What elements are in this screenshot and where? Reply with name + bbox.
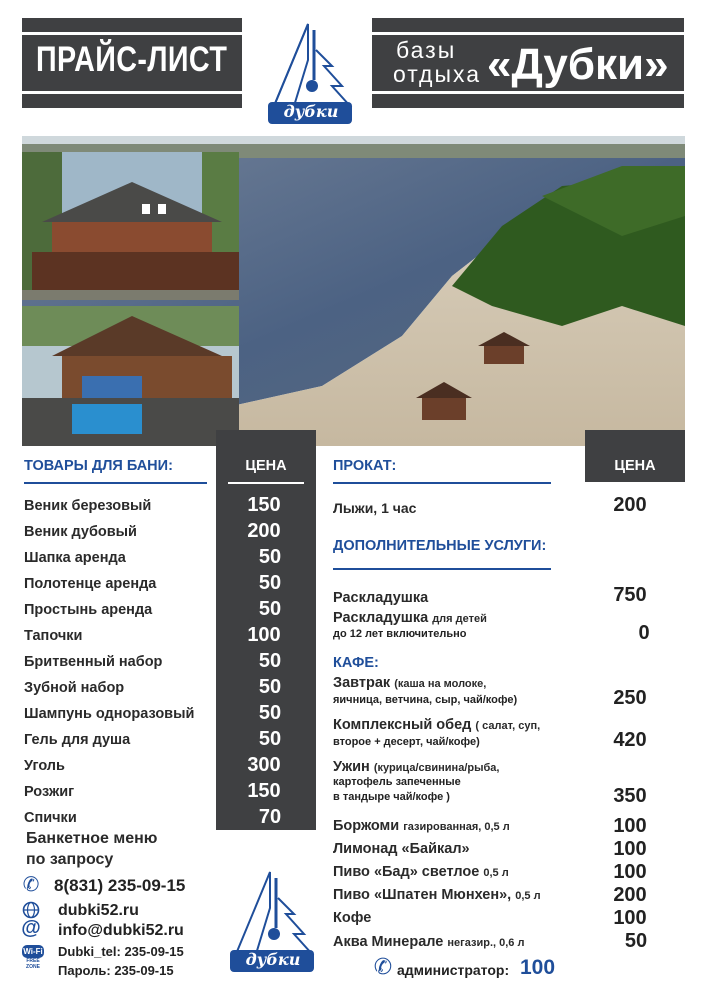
bath-underline	[24, 482, 207, 484]
lunch-price: 420	[613, 729, 647, 751]
lunch-label: Комплексный обед	[333, 717, 472, 733]
cafe-heading: КАФЕ:	[333, 655, 379, 671]
drink-name: Кофе	[333, 910, 372, 926]
dinner-price: 350	[613, 785, 647, 807]
drink-note: негазир., 0,6 л	[447, 937, 525, 949]
drink-name: Лимонад «Байкал»	[333, 841, 470, 857]
drink-name: Боржоми	[333, 818, 400, 834]
list-item	[333, 864, 509, 880]
list-item-price: 100	[613, 838, 647, 860]
dinner-label: Ужин	[333, 759, 370, 775]
wifi-icon-sub: FREE ZONE	[26, 958, 40, 970]
list-item	[333, 818, 510, 834]
admin-number[interactable]: 100	[520, 956, 556, 979]
list-item	[333, 910, 371, 926]
page-title: ПРАЙС-ЛИСТ	[36, 40, 228, 79]
rental-price-heading: ЦЕНА	[614, 458, 656, 474]
phone-icon: ✆	[22, 874, 40, 896]
list-item-price: 100	[247, 624, 281, 646]
drink-note: газированная, 0,5 л	[403, 821, 510, 833]
contact-email[interactable]: info@dubki52.ru	[58, 922, 184, 939]
dinner-note3: в тандыре чай/кофе )	[333, 791, 450, 803]
dinner-note2: картофель запеченные	[333, 776, 461, 788]
list-item-price: 50	[258, 650, 282, 672]
lunch-name	[333, 717, 540, 733]
header-left-rule-bottom	[22, 91, 242, 94]
rental-underline	[333, 482, 551, 484]
list-item-price: 50	[258, 598, 282, 620]
list-item	[333, 887, 541, 903]
kidcot-price: 0	[638, 622, 650, 644]
logo-bottom	[224, 868, 316, 976]
list-item: Гель для душа	[24, 732, 131, 748]
bath-heading: ТОВАРЫ ДЛЯ БАНИ:	[24, 458, 173, 474]
breakfast-note1: (каша на молоке,	[394, 678, 487, 690]
kidcot-name	[333, 610, 487, 626]
banquet-line1: Банкетное меню	[26, 830, 158, 847]
list-item: Шампунь одноразовый	[24, 706, 195, 722]
wifi-icon	[22, 945, 44, 973]
extra-underline	[333, 568, 551, 570]
list-item: Уголь	[24, 758, 65, 774]
lunch-note1: ( салат, суп,	[475, 720, 541, 732]
admin-label: администратор:	[397, 962, 510, 978]
rental-heading: ПРОКАТ:	[333, 458, 397, 474]
list-item-price: 200	[613, 884, 647, 906]
header-sub-line1: базы	[396, 37, 457, 63]
list-item-price: 50	[258, 572, 282, 594]
kidcot-label: Раскладушка	[333, 610, 429, 626]
breakfast-note2: яичница, ветчина, сыр, чай/кофе)	[333, 694, 518, 706]
dinner-note1: (курица/свинина/рыба,	[373, 762, 500, 774]
list-item-price: 100	[613, 861, 647, 883]
list-item: Розжиг	[24, 784, 75, 800]
wifi-name: Dubki_tel: 235-09-15	[58, 944, 184, 959]
list-item: Простынь аренда	[24, 602, 153, 618]
list-item-price: 150	[247, 780, 281, 802]
bath-price-heading: ЦЕНА	[245, 458, 287, 474]
list-item-price: 50	[258, 702, 282, 724]
email-icon: @	[21, 917, 41, 939]
header-right-rule-top	[372, 32, 684, 35]
list-item: Тапочки	[24, 628, 83, 644]
contact-phone[interactable]: 8(831) 235-09-15	[54, 876, 186, 895]
wifi-icon-text: Wi-Fi	[23, 947, 43, 956]
list-item-price: 150	[247, 494, 281, 516]
list-item-price: 50	[624, 930, 648, 952]
logo-text: дубки	[283, 102, 339, 121]
base-name: «Дубки»	[487, 40, 669, 89]
cot-price: 750	[613, 584, 647, 606]
header-sub-line2: отдыха	[393, 61, 482, 87]
wifi-password: Пароль: 235-09-15	[58, 963, 174, 978]
list-item: Бритвенный набор	[24, 654, 163, 670]
lunch-note2: второе + десерт, чай/кофе)	[333, 736, 480, 748]
banquet-line2: по запросу	[26, 851, 114, 868]
list-item: Спички	[24, 810, 77, 826]
ski-price: 200	[613, 494, 647, 516]
ski-name: Лыжи, 1 час	[333, 500, 417, 516]
list-item-price: 100	[613, 815, 647, 837]
list-item-price: 50	[258, 546, 282, 568]
drink-name: Пиво «Бад» светлое	[333, 864, 480, 880]
list-item-price: 100	[613, 907, 647, 929]
contact-site[interactable]: dubki52.ru	[58, 902, 139, 919]
breakfast-name	[333, 675, 486, 691]
breakfast-label: Завтрак	[333, 675, 391, 691]
cot-name: Раскладушка	[333, 590, 429, 606]
header-left-rule-top	[22, 32, 242, 35]
list-item: Веник дубовый	[24, 524, 137, 540]
drink-name: Аква Минерале	[333, 934, 444, 950]
list-item	[333, 841, 470, 857]
list-item-price: 50	[258, 676, 282, 698]
admin-phone-icon: ✆	[373, 954, 393, 979]
list-item: Веник березовый	[24, 498, 152, 514]
logo-text: дубки	[245, 950, 301, 969]
right-price-column	[585, 430, 685, 482]
photo-bathhouse	[22, 306, 239, 446]
list-item: Полотенце аренда	[24, 576, 157, 592]
rental-price-underline	[597, 482, 673, 484]
header-right-rule-bottom	[372, 91, 684, 94]
list-item-price: 70	[258, 806, 282, 828]
photo-house	[22, 152, 239, 300]
list-item-price: 50	[258, 728, 282, 750]
list-item: Зубной набор	[24, 680, 125, 696]
bath-price-underline	[228, 482, 304, 484]
list-item: Шапка аренда	[24, 550, 126, 566]
drink-name: Пиво «Шпатен Мюнхен»,	[333, 887, 512, 903]
list-item-price: 300	[247, 754, 281, 776]
kidcot-note1: для детей	[432, 613, 487, 625]
dinner-name	[333, 759, 499, 775]
drink-note: 0,5 л	[483, 867, 509, 879]
list-item-price: 200	[247, 520, 281, 542]
drink-note: 0,5 л	[515, 890, 541, 902]
breakfast-price: 250	[613, 687, 647, 709]
logo	[262, 20, 354, 128]
extra-heading: ДОПОЛНИТЕЛЬНЫЕ УСЛУГИ:	[333, 538, 547, 554]
list-item	[333, 934, 524, 950]
kidcot-note2: до 12 лет включительно	[333, 628, 467, 640]
